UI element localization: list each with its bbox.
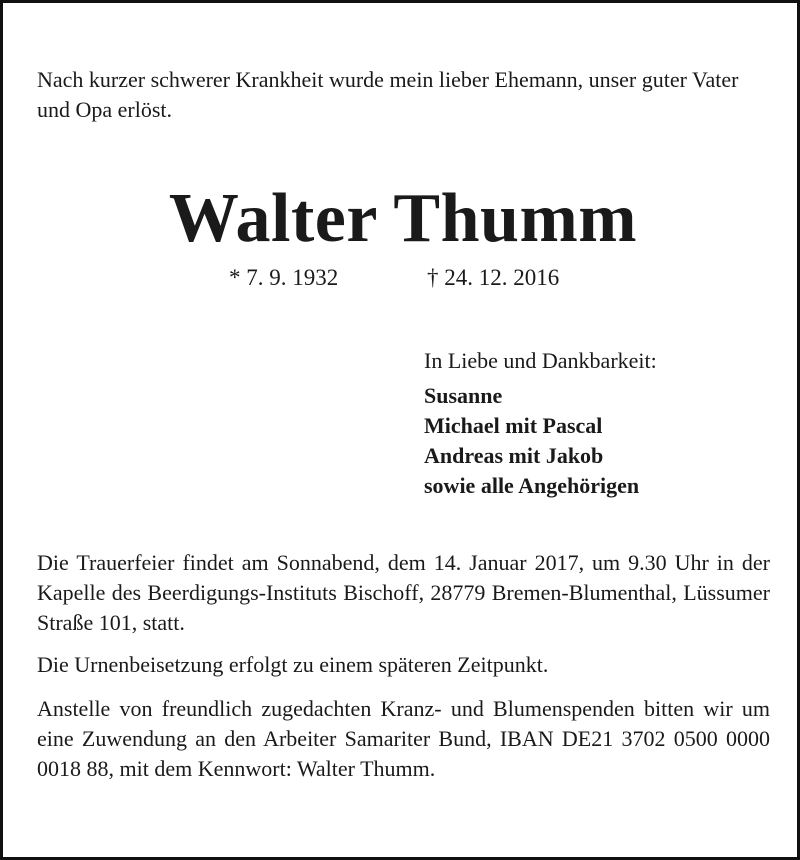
mourner-name: Michael mit Pascal — [424, 413, 603, 438]
thanks-line: In Liebe und Dankbarkeit: — [424, 348, 657, 373]
mourner-name: sowie alle Angehörigen — [424, 473, 640, 498]
death-date: † 24. 12. 2016 — [427, 265, 560, 290]
urn-burial-text: Die Urnenbeisetzung erfolgt zu einem späteren Zeitpunkt. — [37, 652, 549, 677]
mourner-name: Andreas mit Jakob — [424, 443, 604, 468]
mourners-list — [424, 381, 639, 501]
donation-text: Anstelle von freundlich zugedachten Kranz- und Blumenspenden bitten wir um eine Zuwendung an den Arbeiter Samariter Bund, IBAN DE21 3702 0500 0000 0018 88, mit dem Kennwort: Walter Thumm. — [37, 696, 770, 781]
funeral-service-text: Die Trauerfeier findet am Sonnabend, dem 14. Januar 2017, um 9.30 Uhr in der Kapelle des Beerdigungs-Instituts Bischoff, 28779 Bremen-Blumenthal, Lüssumer Straße 101, statt. — [37, 550, 770, 635]
deceased-name: Walter Thumm — [168, 180, 638, 257]
intro-text: Nach kurzer schwerer Krankheit wurde mein lieber Ehemann, unser guter Vater und Opa erlöst. — [37, 67, 739, 122]
birth-date: * 7. 9. 1932 — [229, 265, 339, 290]
mourner-name: Susanne — [424, 383, 503, 408]
